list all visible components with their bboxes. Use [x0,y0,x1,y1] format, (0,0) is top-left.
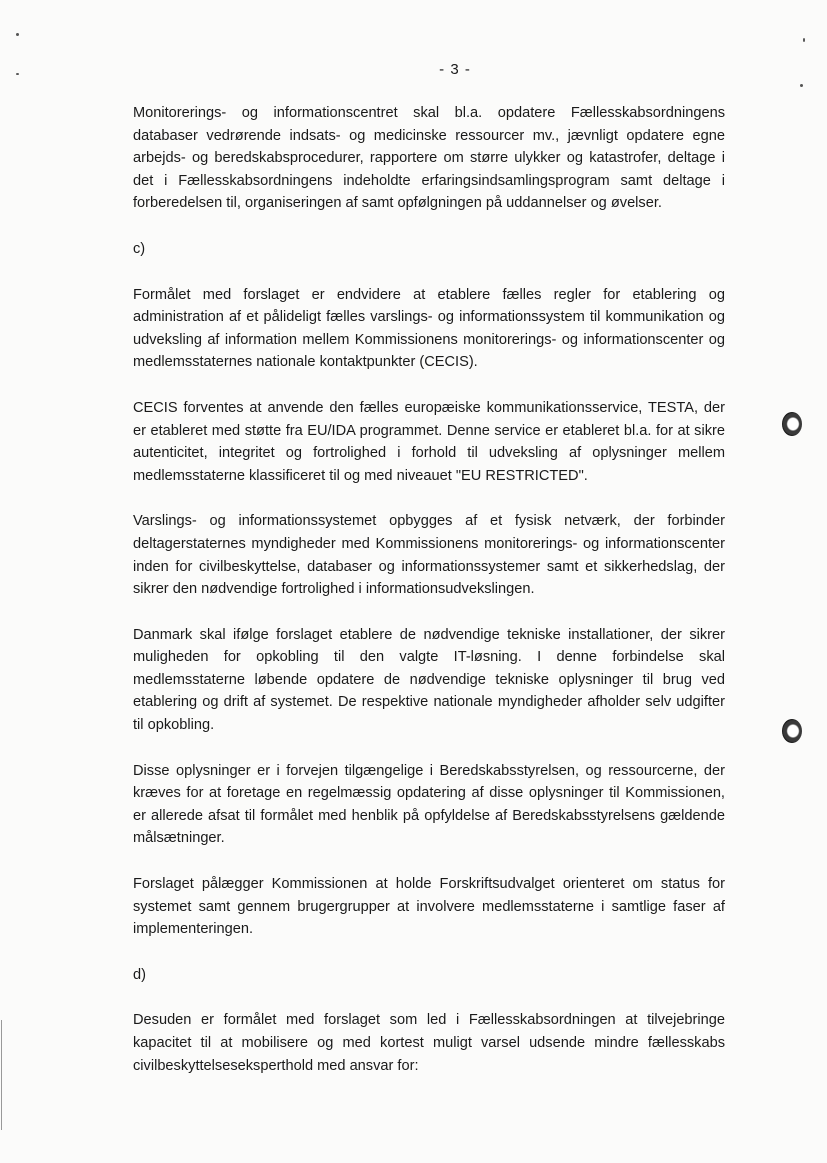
paragraph-resources: Disse oplysninger er i forvejen tilgængelige i Beredskabsstyrelsen, og ressourcerne, der kræves for at foretage en regelmæssig opdatering af disse oplysninger til Kommissionen, er allerede afsat til formålet med henblik på opfyldelse af Beredskabsstyrelsens gældende målsætninger. [133,762,725,847]
scan-edge-line [1,1020,2,1130]
paragraph-purpose-cecis: Formålet med forslaget er endvidere at etablere fælles regler for etablering og administration af et pålideligt fælles varslings- og informationssystem til kommunikation og udveksling af information mellem Kommissionens monitorerings- og informationscenter og medlemsstaternes nationale kontaktpunkter (CECIS). [133,286,725,371]
page-number: - 3 - [439,61,471,78]
scan-speck [800,84,803,87]
paragraph-testa: CECIS forventes at anvende den fælles europæiske kommunikationsservice, TESTA, der er etableret med støtte fra EU/IDA programmet. Denne service er etableret bl.a. for at sikre autenticitet, integritet og fortrolighed i forhold til udveksling af oplysninger mellem medlemsstaterne klassificeret til og med niveauet "EU RESTRICTED". [133,399,725,484]
paragraph-monitoring-centre: Monitorerings- og informationscentret skal bl.a. opdatere Fællesskabsordningens databaser vedrørende indsats- og medicinske ressourcer mv., jævnligt opdatere egne arbejds- og beredskabsprocedurer, rapportere om større ulykker og katastrofer, deltage i det i Fællesskabsordningens indeholdte erfaringsindsamlingsprogram samt deltage i forberedelsen til, organiseringen af samt opfølgningen på uddannelser og øvelser. [133,105,725,212]
paragraph-network: Varslings- og informationssystemet opbygges af et fysisk netværk, der forbinder deltagerstaternes myndigheder med Kommissionens monitorerings- og informationscenter inden for civilbeskyttelse, databaser og informationssystemer samt et sikkerhedslag, der sikrer den nødvendige fortrolighed i informationsudvekslingen. [133,513,725,598]
paragraph-expert-teams: Desuden er formålet med forslaget som led i Fællesskabsordningen at tilvejebringe kapacitet til at mobilisere og med kortest muligt varsel udsende mindre fællesskabs civilbeskyttelseseksperthold med ansvar for: [133,1012,725,1074]
section-label-c: c) [133,240,146,257]
scan-speck [16,33,19,36]
document-body [133,102,725,1100]
punch-hole-top [782,412,802,436]
section-label-d: d) [133,966,146,983]
paragraph-denmark: Danmark skal ifølge forslaget etablere de nødvendige tekniske installationer, der sikrer muligheden for opkobling til den valgte IT-løsning. I denne forbindelse skal medlemsstaterne løbende opdatere de nødvendige tekniske oplysninger til brug ved etablering og drift af systemet. De respektive nationale myndigheder afholder selv udgifter til opkobling. [133,626,725,734]
scan-speck [803,38,805,42]
punch-hole-bottom [782,719,802,743]
paragraph-regulatory-committee: Forslaget pålægger Kommissionen at holde Forskriftsudvalget orienteret om status for systemet samt gennem brugergrupper at involvere medlemsstaterne i samtlige faser af implementeringen. [133,876,725,938]
scan-speck [16,73,19,75]
